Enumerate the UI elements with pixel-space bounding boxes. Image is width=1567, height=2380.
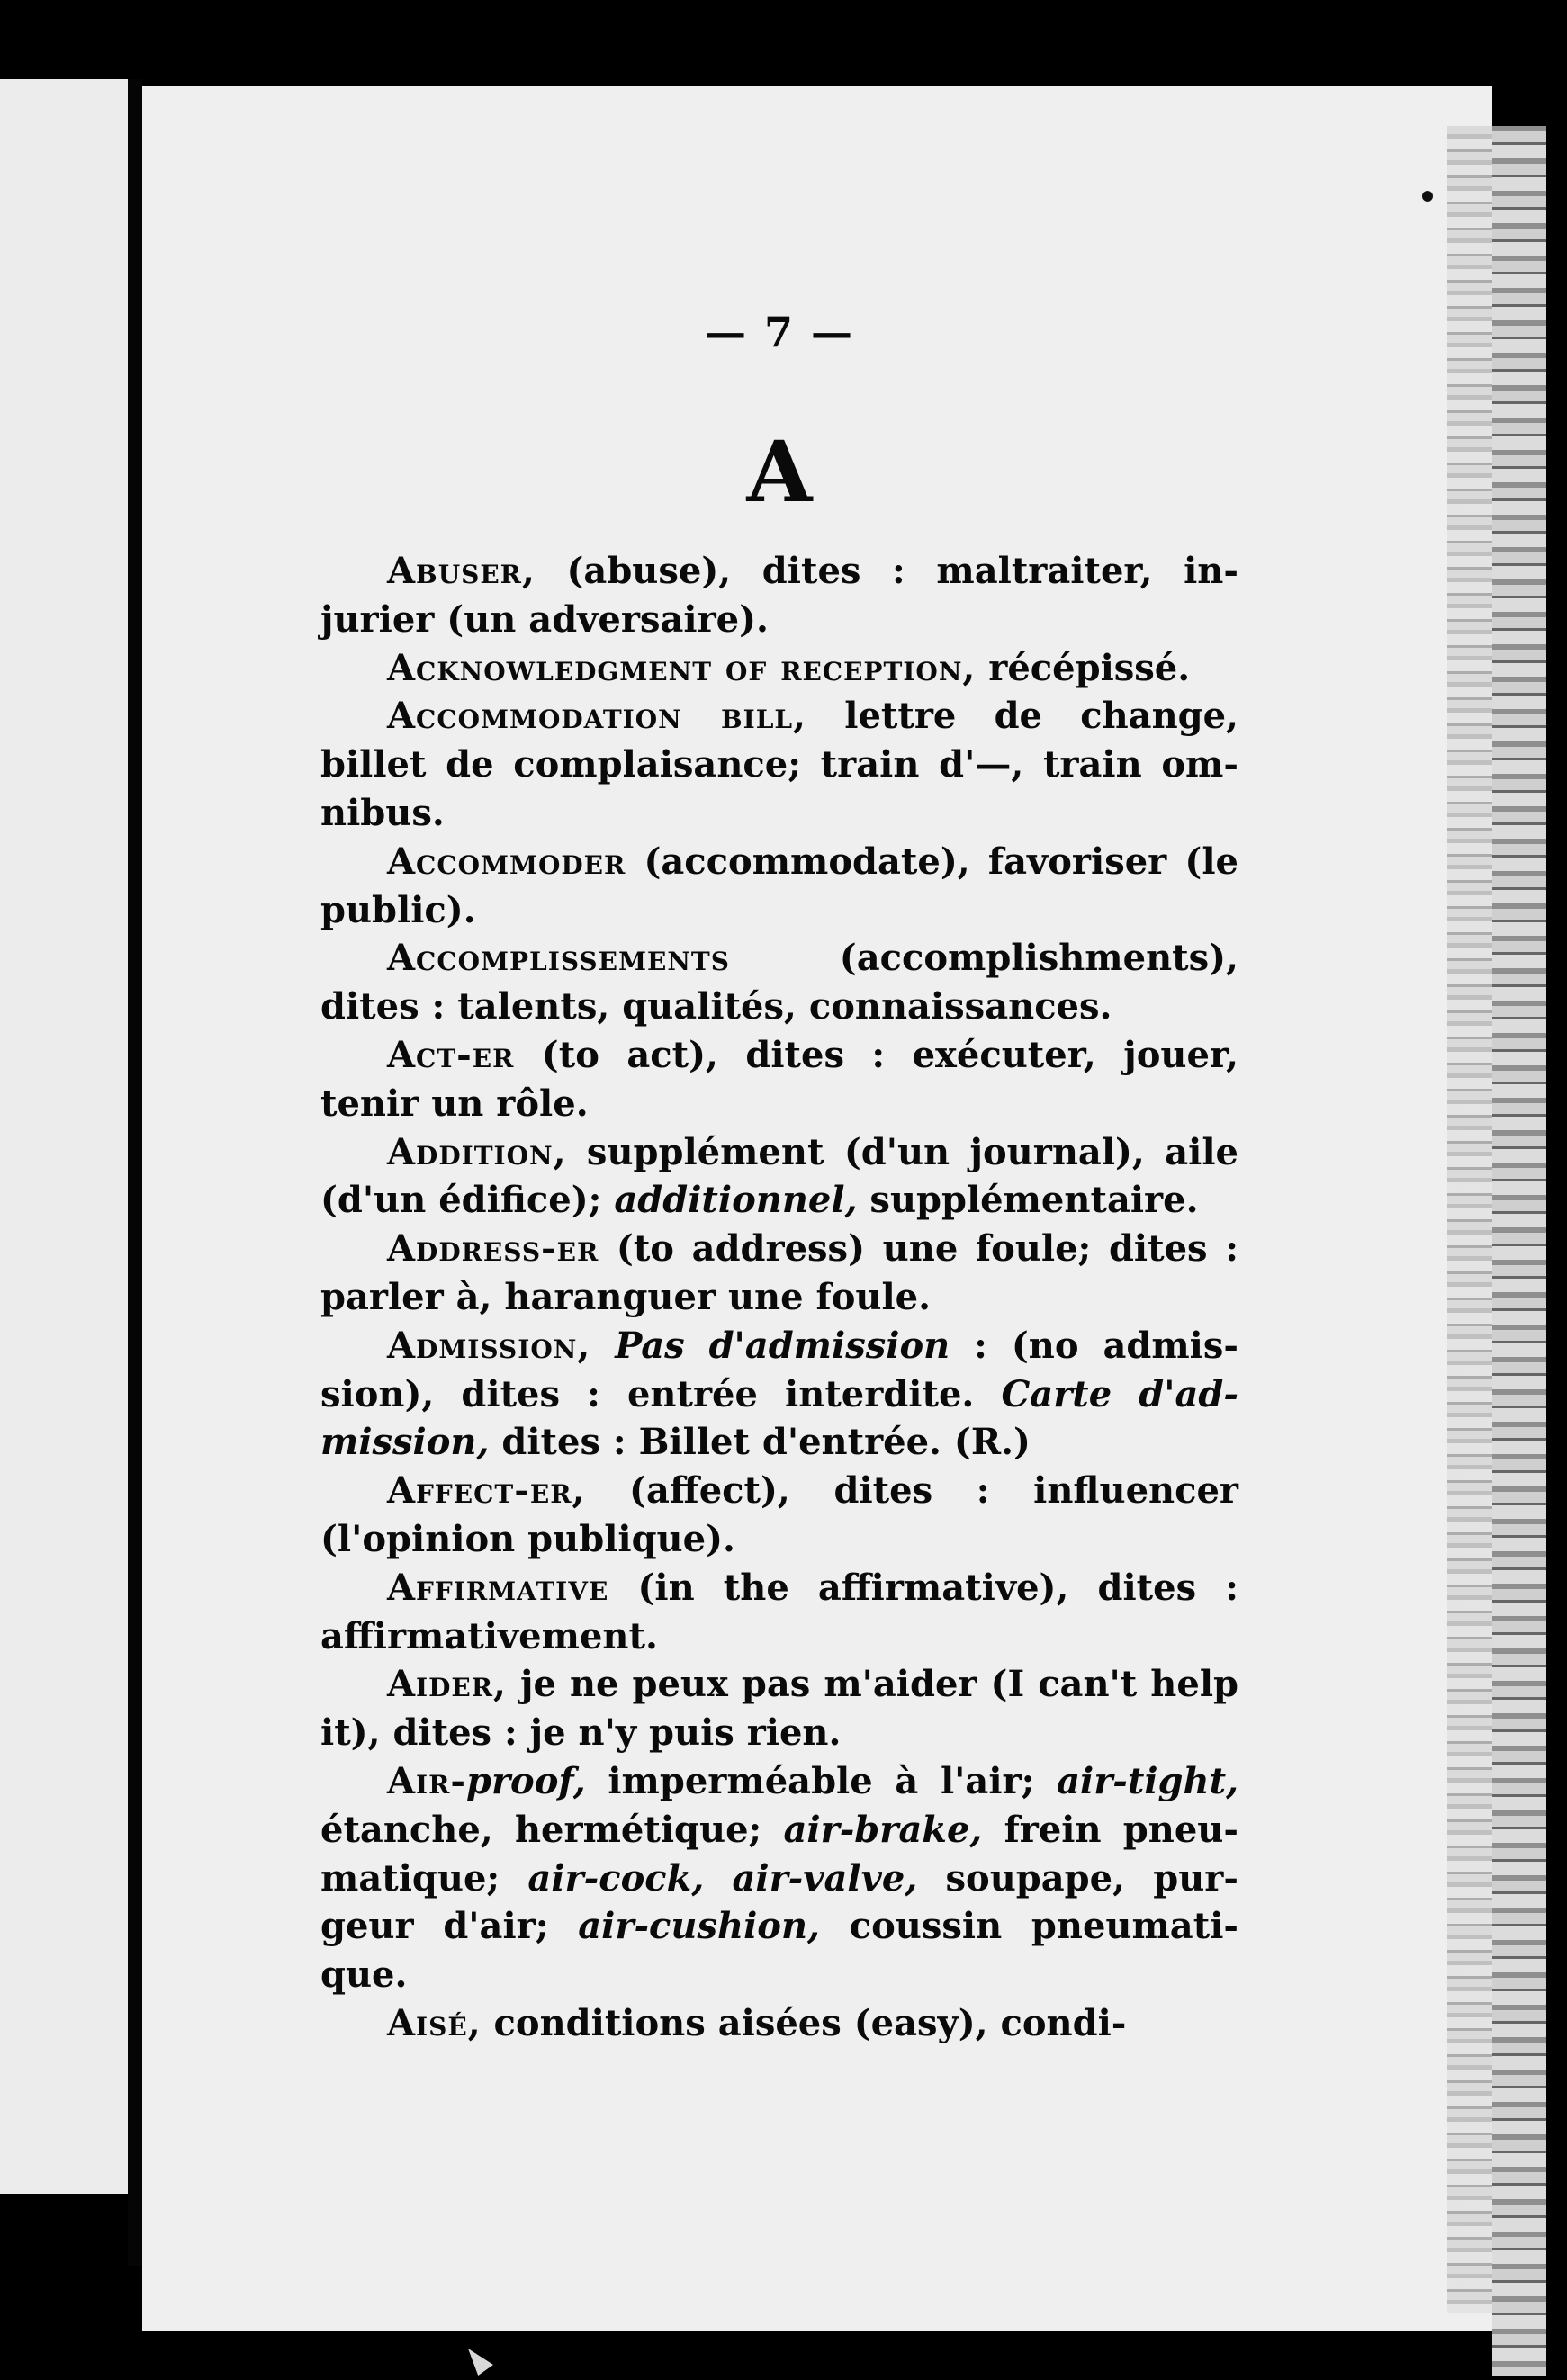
dictionary-entry	[320, 1128, 1238, 1226]
dictionary-entry	[320, 1467, 1238, 1564]
entry-italic-term: Carte d'admission,	[320, 1372, 1239, 1464]
entry-headword: Abuser,	[387, 550, 536, 592]
entry-definition-text: : (no admission), dites : entrée interdite.	[320, 1324, 1239, 1415]
section-letter: A	[746, 423, 813, 522]
entry-italic-term: proof,	[466, 1759, 586, 1802]
dictionary-entries	[320, 547, 1238, 2048]
entry-definition-text: étanche, hermétique;	[320, 1808, 784, 1851]
entry-definition-text: lettre de change, billet de complaisance; train d'—, train omnibus.	[320, 695, 1238, 834]
dictionary-entry	[320, 692, 1238, 837]
entry-definition-text: coussin pneumatique.	[320, 1905, 1239, 1997]
facing-page-margin	[0, 79, 128, 2194]
entry-definition-text: supplémentaire.	[857, 1179, 1199, 1222]
dictionary-entry	[320, 1999, 1238, 2048]
entry-headword: Addition,	[387, 1130, 567, 1173]
dictionary-entry	[320, 1031, 1238, 1128]
entry-italic-term: additionnel,	[614, 1179, 858, 1222]
dictionary-entry	[320, 1225, 1238, 1322]
entry-definition-text: (abuse), dites : maltraiter, injurier (un adversaire).	[320, 550, 1238, 641]
entry-definition-text: (accomplishments), dites : talents, qualités, connaissances.	[320, 937, 1238, 1028]
dictionary-entry	[320, 838, 1238, 935]
entry-definition-text	[590, 1325, 615, 1367]
entry-definition-text: (accommodate), favoriser (le public).	[320, 840, 1238, 931]
page-number: — 7 —	[704, 308, 855, 356]
entry-italic-term: air-brake,	[783, 1808, 983, 1851]
entry-headword: Affect-er,	[387, 1469, 586, 1513]
entry-definition-text: dites : Billet d'entrée. (R.)	[489, 1421, 1031, 1464]
ink-speck	[1422, 191, 1433, 202]
entry-definition-text: soupape, purgeur d'air;	[320, 1856, 1238, 1948]
entry-headword: Affirmative	[387, 1566, 609, 1609]
entry-italic-term: air-tight,	[1057, 1759, 1238, 1802]
entry-definition-text: frein pneumatique;	[320, 1808, 1238, 1900]
book-edge-strip	[1492, 126, 1546, 2376]
entry-italic-term: air-cock, air-valve,	[527, 1856, 918, 1900]
dictionary-entry	[320, 1757, 1238, 1999]
dictionary-entry	[320, 547, 1238, 644]
entry-headword: Aider,	[387, 1663, 507, 1706]
dictionary-entry	[320, 644, 1238, 693]
entry-headword: Accomplissements	[387, 937, 730, 980]
paper-corner-mark	[468, 2349, 493, 2376]
dictionary-entry	[320, 1660, 1238, 1757]
entry-headword: Accommodation bill,	[387, 695, 807, 738]
entry-definition-text: récépissé.	[976, 646, 1191, 689]
entry-italic-term: Pas d'admission	[615, 1324, 950, 1367]
entry-definition-text: (in the affirmative), dites : affirmativement.	[320, 1566, 1238, 1657]
entry-definition-text: conditions aisées (easy), condi-	[481, 2001, 1127, 2044]
entry-headword: Accommoder	[387, 840, 626, 883]
entry-definition-text: (affect), dites : influencer (l'opinion publique).	[320, 1469, 1238, 1560]
gutter-shadow	[128, 79, 142, 2266]
entry-definition-text: (to address) une foule; dites : parler à, haranguer une foule.	[320, 1227, 1238, 1318]
entry-definition-text: (to act), dites : exécuter, jouer, tenir un rôle.	[320, 1033, 1238, 1125]
dictionary-entry	[320, 1322, 1238, 1467]
entry-headword: Air-	[387, 1759, 467, 1802]
entry-headword: Admission,	[387, 1324, 591, 1367]
entry-headword: Aisé,	[387, 2001, 482, 2044]
entry-headword: Acknowledgment of reception,	[387, 646, 977, 689]
dictionary-entry	[320, 1564, 1238, 1661]
entry-headword: Act-er	[387, 1033, 515, 1076]
entry-definition-text: je ne peux pas m'aider (I can't help it), dites : je n'y puis rien.	[320, 1663, 1238, 1755]
page-edge-texture	[1447, 126, 1492, 2313]
entry-definition-text: imperméable à l'air;	[585, 1759, 1058, 1802]
dictionary-entry	[320, 934, 1238, 1031]
entry-definition-text: supplément (d'un journal), aile (d'un édifice);	[320, 1130, 1238, 1222]
entry-headword: Address-er	[387, 1227, 599, 1271]
entry-italic-term: air-cushion,	[578, 1905, 820, 1948]
